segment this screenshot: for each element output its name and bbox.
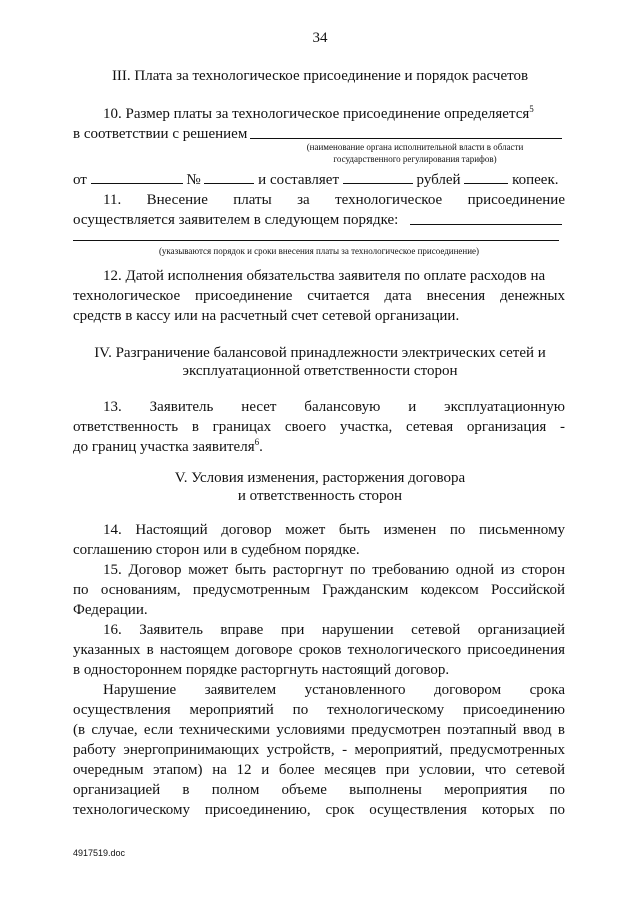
- file-name-footer: 4917519.doc: [73, 848, 126, 858]
- number-field[interactable]: [204, 170, 254, 184]
- p17-line1: Нарушение заявителем установленного договором срока: [103, 682, 565, 698]
- p17-line7: технологическому присоединению, срок осуществления которых по: [73, 802, 565, 818]
- section-5-heading-line2: и ответственность сторон: [237, 488, 403, 504]
- payment-order-field-line1[interactable]: [410, 224, 562, 225]
- p12-line3: средств в кассу или на расчетный счет сетевой организации.: [73, 308, 460, 324]
- p10-amount-line: от № и составляет рублей копеек.: [73, 172, 559, 188]
- p16-line2: указанных в настоящем договоре сроков технологического присоединения: [73, 642, 565, 658]
- kopecks-field[interactable]: [464, 170, 508, 184]
- footnote-6: 6: [254, 437, 260, 447]
- p11-line1: 11. Внесение платы за технологическое присоединение: [103, 192, 565, 208]
- p16-line1: 16. Заявитель вправе при нарушении сетевой организацией: [103, 622, 565, 638]
- p11-line2: осуществляется заявителем в следующем порядке:: [73, 212, 399, 228]
- section-3-heading: III. Плата за технологическое присоединение и порядок расчетов: [111, 68, 529, 84]
- p15-line3: Федерации.: [73, 602, 148, 618]
- date-field[interactable]: [91, 170, 183, 184]
- p13-line1: 13. Заявитель несет балансовую и эксплуатационную: [103, 399, 565, 415]
- p12-line1: 12. Датой исполнения обязательства заявителя по оплате расходов на: [103, 268, 546, 284]
- section-4-heading-line1: IV. Разграничение балансовой принадлежности электрических сетей и: [94, 345, 546, 361]
- p15-line1: 15. Договор может быть расторгнут по требованию одной из сторон: [103, 562, 565, 578]
- section-5-heading-line1: V. Условия изменения, расторжения договора: [174, 470, 466, 486]
- p14-line1: 14. Настоящий договор может быть изменен по письменному: [103, 522, 565, 538]
- footnote-5: 5: [529, 104, 534, 114]
- p10-line2: в соответствии с решением: [73, 126, 248, 142]
- p14-line2: соглашению сторон или в судебном порядке.: [73, 542, 360, 558]
- p16-line3: в одностороннем порядке расторгнуть настоящий договор.: [73, 662, 450, 678]
- p11-note: (указываются порядок и сроки внесения платы за технологическое присоединение): [158, 246, 480, 256]
- p17-line2: осуществления мероприятий по технологическому присоединению: [73, 702, 565, 718]
- rubles-field[interactable]: [343, 170, 413, 184]
- payment-order-field-line2[interactable]: [73, 240, 559, 241]
- p13-line3: до границ участка заявителя$^6$.: [73, 437, 263, 455]
- authority-field-line[interactable]: [250, 138, 562, 139]
- p17-line3: (в случае, если техническими условиями предусмотрен поэтапный ввод в: [73, 722, 565, 738]
- p17-line4: работу энергопринимающих устройств, - мероприятий, предусмотренных: [73, 742, 565, 758]
- p17-line5: очередным этапом) на 12 и более месяцев при условии, что сетевой: [73, 762, 565, 778]
- p10-note-line1: (наименование органа исполнительной власти в области: [306, 142, 524, 152]
- section-4-heading-line2: эксплуатационной ответственности сторон: [182, 363, 458, 379]
- p10-line1: 10. Размер платы за технологическое присоединение определяется$^5$: [103, 104, 534, 122]
- p17-line6: организацией в полном объеме выполнены мероприятия по: [73, 782, 565, 798]
- page-number: 34: [312, 30, 328, 46]
- p10-note-line2: государственного регулирования тарифов): [333, 154, 497, 164]
- p15-line2: по основаниям, предусмотренным Гражданским кодексом Российской: [73, 582, 565, 598]
- p12-line2: технологическое присоединение считается дата внесения денежных: [73, 288, 565, 304]
- p13-line2: ответственность в границах своего участка, сетевая организация -: [73, 419, 565, 435]
